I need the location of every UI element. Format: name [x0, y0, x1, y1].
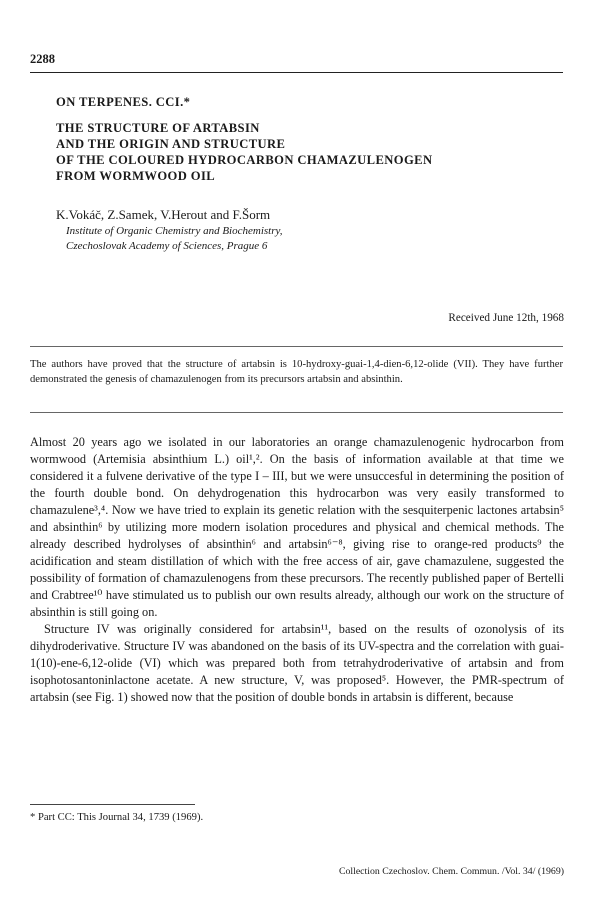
abstract-rule-top: [30, 346, 563, 347]
title-line: THE STRUCTURE OF ARTABSIN: [56, 121, 260, 135]
title-block: [56, 94, 556, 184]
series-title: ON TERPENES. CCI.*: [56, 95, 191, 109]
body-text: [30, 434, 564, 706]
affiliation-line: Czechoslovak Academy of Sciences, Prague 6: [66, 240, 268, 252]
title-line: FROM WORMWOOD OIL: [56, 169, 216, 183]
abstract: The authors have proved that the structure of artabsin is 10-hydroxy-guai-1,4-dien-6,12-olide (VII). They have further demonstrated the genesis of chamazulenogen from its precursors artabsin and absinthin.: [30, 359, 563, 386]
title-line: OF THE COLOURED HYDROCARBON CHAMAZULENOGEN: [56, 153, 433, 167]
paragraph: Structure IV was originally considered for artabsin¹¹, based on the results of ozonolysis of its dihydroderivative. Structure IV was abandoned on the basis of its UV-spectra and the correlation with guai-1(10)-ene-6,12-olide (VI) which was prepared both from tetrahydroderivative of artabsin and from isophotosantoninlactone acetate. A new structure, V, was proposed⁵. However, the PMR-spectrum of artabsin (see Fig. 1) showed now that the position of double bonds in artabsin is different, because: [30, 622, 564, 704]
abstract-rule-bottom: [30, 412, 563, 413]
header-rule: [30, 72, 563, 73]
received-date: Received June 12th, 1968: [448, 312, 564, 324]
title-line: AND THE ORIGIN AND STRUCTURE: [56, 137, 286, 151]
journal-footer: Collection Czechoslov. Chem. Commun. /Vol. 34/ (1969): [338, 866, 564, 877]
page-number: 2288: [30, 52, 55, 66]
authors: K.Vokáč, Z.Samek, V.Herout and F.Šorm: [56, 207, 271, 222]
affiliation: [66, 224, 283, 254]
footnote: * Part CC: This Journal 34, 1739 (1969).: [30, 812, 204, 823]
affiliation-line: Institute of Organic Chemistry and Biochemistry,: [66, 225, 283, 237]
paragraph: Almost 20 years ago we isolated in our laboratories an orange chamazulenogenic hydrocarbon from wormwood (Artemisia absinthium L.) oil¹,². On the basis of information available at that time we considered it a fulvene derivative of the type I – III, but we were unsuccesful in determining the position of the fourth double bond. On dehydrogenation this hydrocarbon was very easily transformed to chamazulene³,⁴. Now we have tried to explain its genetic relation with the sesquiterpenic lactones artabsin⁵ and absinthin⁶ by utilizing more modern isolation procedures and physical and chemical methods. The already described hydrolyses of absinthin⁶ and artabsin⁶⁻⁸, giving rise to orange-red products⁹ the acidification and steam distillation of which with the free access of air, gave chamazulene, suggested the possibility of formation of chamazulenogens from these precursors. The recently published paper of Bertelli and Crabtree¹⁰ have stimulated us to publish our own results already, although our work on the structure of absinthin is still going on.: [30, 435, 564, 619]
footnote-rule: [30, 804, 195, 805]
